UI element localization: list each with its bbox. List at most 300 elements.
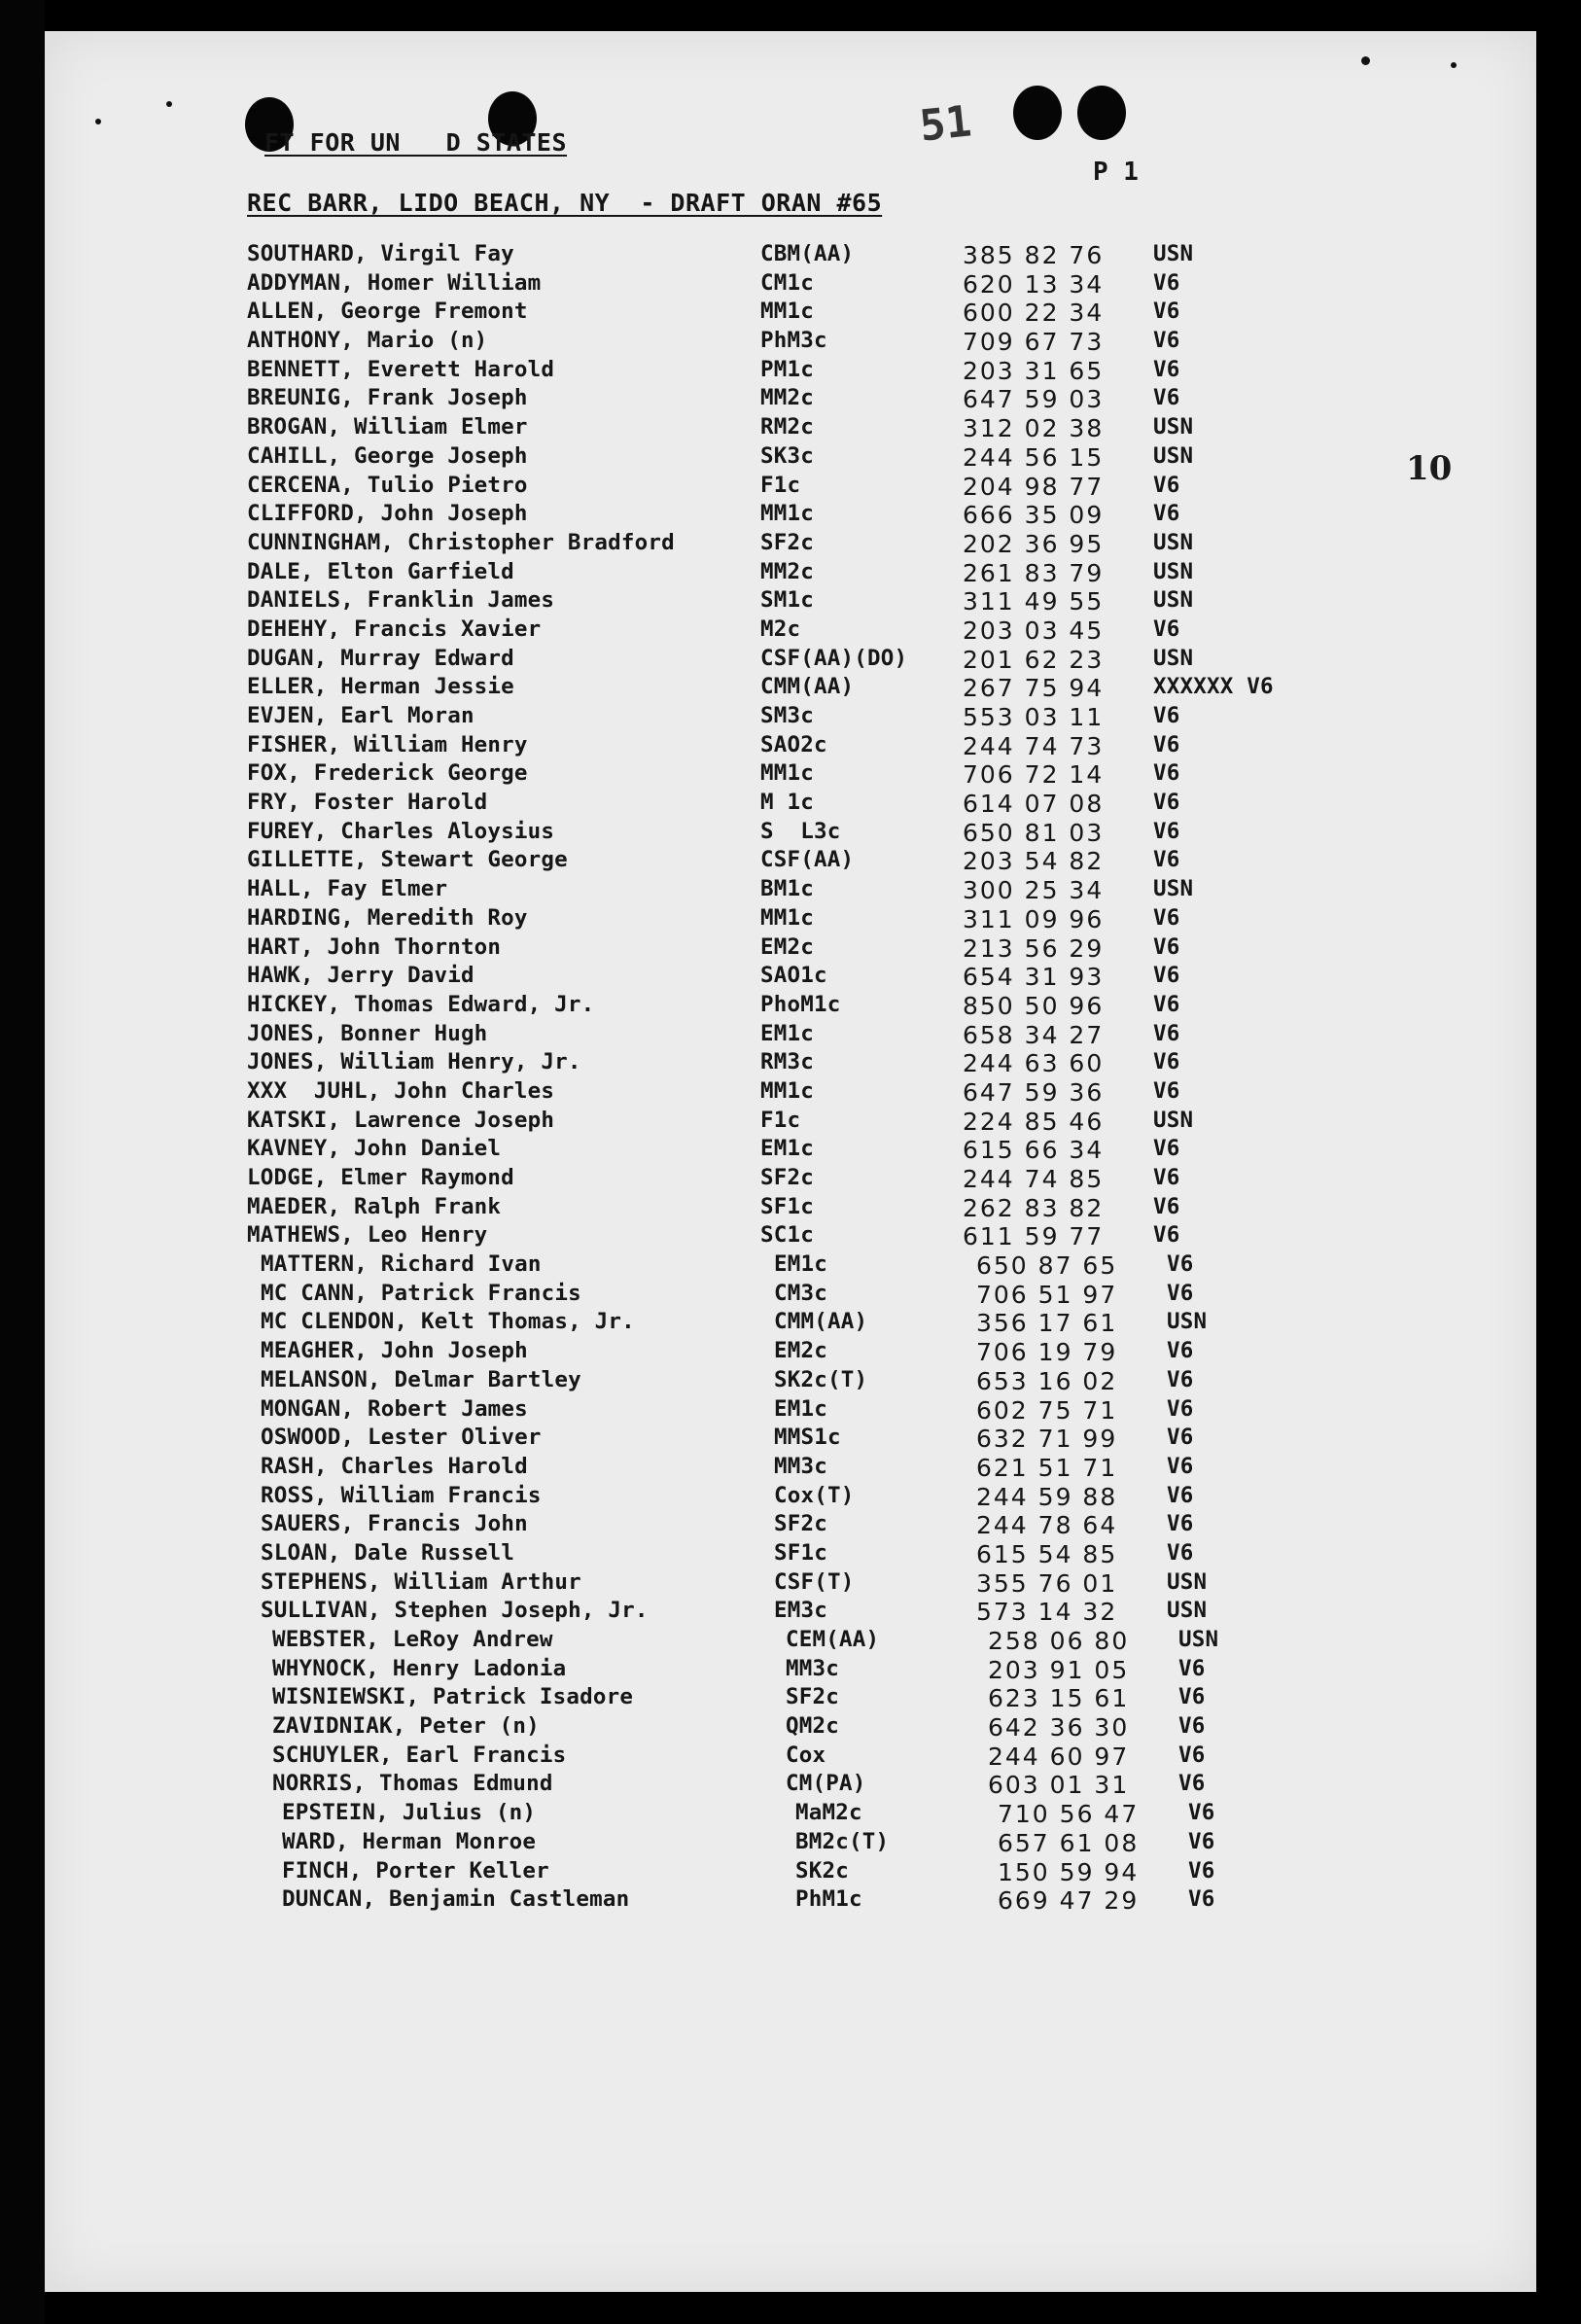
roster-name: CAHILL, George Joseph	[247, 442, 528, 469]
table-row	[247, 328, 1317, 357]
roster-service-number: 611 59 77	[963, 1222, 1105, 1251]
table-row	[247, 270, 1317, 299]
table-row	[247, 241, 1317, 270]
roster-class: V6	[1188, 1828, 1215, 1854]
roster-name: FINCH, Porter Keller	[282, 1857, 549, 1884]
roster-service-number: 615 66 34	[963, 1136, 1105, 1165]
table-row	[261, 1338, 1317, 1367]
roster-rate: RM2c	[760, 414, 814, 440]
table-row	[247, 559, 1317, 588]
table-row	[247, 876, 1317, 905]
table-row	[247, 530, 1317, 559]
roster-service-number: 623 15 61	[988, 1684, 1130, 1713]
roster-class: USN	[1153, 414, 1194, 440]
roster-rate: CSF(T)	[774, 1568, 855, 1595]
roster-rate: MM1c	[760, 299, 814, 325]
roster-class: V6	[1153, 933, 1180, 960]
roster-service-number: 632 71 99	[976, 1425, 1118, 1454]
roster-rate: CSF(AA)(DO)	[760, 645, 908, 671]
roster-service-number: 262 83 82	[963, 1193, 1105, 1222]
roster-name: HARDING, Meredith Roy	[247, 904, 528, 931]
roster-name: EVJEN, Earl Moran	[247, 703, 474, 728]
table-row	[247, 501, 1317, 530]
roster-service-number: 203 91 05	[988, 1655, 1130, 1684]
roster-rate: EM2c	[760, 933, 814, 960]
roster-class: V6	[1167, 1453, 1194, 1479]
roster-service-number: 600 22 34	[963, 299, 1105, 328]
roster-rate: MaM2c	[795, 1800, 862, 1826]
roster-service-number: 573 14 32	[976, 1598, 1118, 1627]
table-row	[282, 1858, 1317, 1887]
roster-name: SCHUYLER, Earl Francis	[272, 1742, 567, 1768]
roster-name: CUNNINGHAM, Christopher Bradford	[247, 529, 675, 555]
table-row	[247, 357, 1317, 386]
roster-class: USN	[1153, 529, 1194, 555]
roster-name: WARD, Herman Monroe	[282, 1828, 537, 1854]
roster-name: MC CANN, Patrick Francis	[261, 1280, 581, 1306]
roster-class: V6	[1153, 1077, 1180, 1104]
roster-service-number: 658 34 27	[963, 1020, 1105, 1049]
roster-name: WISNIEWSKI, Patrick Isadore	[272, 1684, 634, 1710]
roster-name: MAEDER, Ralph Frank	[247, 1193, 502, 1219]
roster-rate: SM1c	[760, 587, 814, 614]
roster-rate: CEM(AA)	[786, 1627, 880, 1652]
table-row	[261, 1511, 1317, 1540]
roster-rate: CBM(AA)	[760, 241, 855, 266]
roster-rate: MM3c	[774, 1453, 827, 1479]
table-row	[247, 299, 1317, 328]
roster-service-number: 706 51 97	[976, 1280, 1118, 1309]
roster-name: HAWK, Jerry David	[247, 963, 474, 989]
roster-service-number: 647 59 36	[963, 1077, 1105, 1107]
table-row	[261, 1454, 1317, 1483]
roster-class: V6	[1167, 1511, 1194, 1537]
roster-name: LODGE, Elmer Raymond	[247, 1165, 514, 1190]
roster-service-number: 244 74 85	[963, 1165, 1105, 1193]
roster-rate: CMM(AA)	[760, 674, 855, 700]
table-row	[261, 1598, 1317, 1627]
roster-rate: CM1c	[760, 269, 814, 296]
roster-name: XXX JUHL, John Charles	[247, 1077, 555, 1104]
roster-name: HALL, Fay Elmer	[247, 876, 448, 902]
punch-hole-center-right	[1013, 86, 1062, 140]
roster-rate: MM1c	[760, 1077, 814, 1104]
table-row	[282, 1829, 1317, 1858]
table-row	[247, 443, 1317, 473]
speck-mark	[1451, 62, 1457, 68]
roster-service-number: 244 56 15	[963, 442, 1105, 472]
roster-service-number: 647 59 03	[963, 385, 1105, 414]
roster-class: V6	[1153, 1193, 1180, 1219]
roster-name: FISHER, William Henry	[247, 731, 528, 757]
table-row	[247, 790, 1317, 819]
roster-rate: SM3c	[760, 703, 814, 728]
roster-class: V6	[1167, 1338, 1194, 1364]
roster-name: DALE, Elton Garfield	[247, 558, 514, 584]
roster-name: MC CLENDON, Kelt Thomas, Jr.	[261, 1309, 635, 1335]
roster-service-number: 657 61 08	[998, 1828, 1140, 1857]
roster-class: V6	[1153, 501, 1180, 527]
roster-rate: PhoM1c	[760, 991, 841, 1017]
roster-class: V6	[1153, 1136, 1180, 1162]
roster-rate: EM1c	[760, 1136, 814, 1162]
roster-class: V6	[1153, 328, 1180, 354]
table-row	[247, 847, 1317, 876]
roster-rate: SF2c	[774, 1511, 827, 1537]
roster-name: MONGAN, Robert James	[261, 1395, 528, 1422]
roster-service-number: 603 01 31	[988, 1771, 1130, 1800]
roster-class: V6	[1153, 299, 1180, 325]
roster-name: EPSTEIN, Julius (n)	[282, 1800, 537, 1826]
roster-service-number: 213 56 29	[963, 933, 1105, 963]
roster-rate: SK3c	[760, 442, 814, 469]
roster-rate: BM2c(T)	[795, 1828, 890, 1854]
roster-name: FRY, Foster Harold	[247, 790, 488, 816]
roster-rate: CSF(AA)	[760, 847, 855, 873]
roster-service-number: 621 51 71	[976, 1453, 1118, 1482]
table-row	[247, 1108, 1317, 1137]
roster-class: V6	[1188, 1857, 1215, 1884]
roster-service-number: 642 36 30	[988, 1713, 1130, 1743]
speck-mark	[166, 101, 172, 107]
roster-name: NORRIS, Thomas Edmund	[272, 1771, 553, 1797]
roster-service-number: 201 62 23	[963, 645, 1105, 674]
roster-service-number: 203 03 45	[963, 616, 1105, 645]
roster-class: V6	[1153, 904, 1180, 931]
roster-name: SOUTHARD, Virgil Fay	[247, 241, 514, 266]
roster-rate: BM1c	[760, 876, 814, 902]
table-row	[261, 1425, 1317, 1454]
roster-class: V6	[1188, 1800, 1215, 1826]
roster-class: V6	[1167, 1482, 1194, 1508]
roster-service-number: 615 54 85	[976, 1539, 1118, 1568]
roster-rate: M2c	[760, 616, 801, 642]
roster-class: V6	[1167, 1280, 1194, 1306]
page-number: P 1	[1093, 158, 1139, 187]
table-row	[247, 992, 1317, 1021]
roster-service-number: 653 16 02	[976, 1366, 1118, 1395]
scan-left-edge	[0, 0, 45, 2324]
roster-table	[247, 241, 1317, 1916]
roster-class: USN	[1178, 1627, 1219, 1652]
roster-name: CERCENA, Tulio Pietro	[247, 472, 528, 498]
table-row	[272, 1656, 1317, 1685]
table-row	[272, 1771, 1317, 1800]
roster-rate: SF2c	[786, 1684, 839, 1710]
roster-rate: MM2c	[760, 558, 814, 584]
roster-service-number: 614 07 08	[963, 790, 1105, 819]
roster-name: GILLETTE, Stewart George	[247, 847, 568, 873]
roster-class: V6	[1153, 385, 1180, 411]
roster-name: DEHEHY, Francis Xavier	[247, 616, 542, 642]
roster-rate: SK2c	[795, 1857, 849, 1884]
roster-rate: MM1c	[760, 760, 814, 787]
table-row	[261, 1540, 1317, 1569]
roster-name: BROGAN, William Elmer	[247, 414, 528, 440]
roster-service-number: 654 31 93	[963, 963, 1105, 992]
roster-service-number: 356 17 61	[976, 1309, 1118, 1338]
roster-service-number: 650 81 03	[963, 818, 1105, 847]
roster-rate: EM2c	[774, 1338, 827, 1364]
roster-service-number: 311 49 55	[963, 587, 1105, 616]
roster-name: MATHEWS, Leo Henry	[247, 1222, 488, 1249]
roster-name: FOX, Frederick George	[247, 760, 528, 787]
roster-service-number: 850 50 96	[963, 991, 1105, 1020]
roster-service-number: 203 54 82	[963, 847, 1105, 876]
roster-name: BREUNIG, Frank Joseph	[247, 385, 528, 411]
table-row	[247, 732, 1317, 761]
roster-name: JONES, William Henry, Jr.	[247, 1049, 581, 1075]
table-row	[272, 1743, 1317, 1772]
roster-rate: MM1c	[760, 904, 814, 931]
roster-rate: Cox(T)	[774, 1482, 855, 1508]
table-row	[272, 1684, 1317, 1713]
roster-name: HICKEY, Thomas Edward, Jr.	[247, 991, 595, 1017]
roster-name: ROSS, William Francis	[261, 1482, 542, 1508]
table-row	[247, 760, 1317, 790]
roster-rate: SAO1c	[760, 963, 827, 989]
roster-class: V6	[1167, 1251, 1194, 1278]
roster-name: MELANSON, Delmar Bartley	[261, 1366, 581, 1392]
roster-class: V6	[1167, 1539, 1194, 1566]
roster-name: DUGAN, Murray Edward	[247, 645, 514, 671]
table-row	[261, 1309, 1317, 1338]
table-row	[247, 587, 1317, 616]
roster-rate: CM3c	[774, 1280, 827, 1306]
table-row	[247, 674, 1317, 703]
roster-class: V6	[1153, 1165, 1180, 1190]
roster-service-number: 244 60 97	[988, 1742, 1130, 1771]
roster-class: V6	[1178, 1684, 1206, 1710]
table-row	[247, 905, 1317, 934]
table-row	[261, 1569, 1317, 1599]
roster-class: USN	[1153, 876, 1194, 902]
roster-class: V6	[1178, 1742, 1206, 1768]
roster-service-number: 650 87 65	[976, 1251, 1118, 1281]
document-title: FT FOR UN D STATES	[264, 128, 568, 157]
roster-service-number: 710 56 47	[998, 1800, 1140, 1829]
roster-service-number: 267 75 94	[963, 674, 1105, 703]
roster-class: V6	[1188, 1886, 1215, 1913]
roster-rate: SAO2c	[760, 731, 827, 757]
table-row	[247, 1165, 1317, 1194]
roster-service-number: 553 03 11	[963, 703, 1105, 731]
stamp-mark: 51	[917, 96, 974, 152]
roster-rate: CM(PA)	[786, 1771, 866, 1797]
roster-class: V6	[1153, 790, 1180, 816]
table-row	[282, 1800, 1317, 1829]
roster-service-number: 620 13 34	[963, 269, 1105, 299]
roster-name: SAUERS, Francis John	[261, 1511, 528, 1537]
roster-rate: F1c	[760, 472, 801, 498]
roster-service-number: 706 19 79	[976, 1338, 1118, 1367]
roster-rate: PhM3c	[760, 328, 827, 354]
roster-service-number: 706 72 14	[963, 760, 1105, 790]
roster-rate: SF1c	[774, 1539, 827, 1566]
roster-rate: EM1c	[760, 1020, 814, 1046]
roster-service-number: 150 59 94	[998, 1857, 1140, 1886]
roster-name: ANTHONY, Mario (n)	[247, 328, 488, 354]
roster-rate: PhM1c	[795, 1886, 862, 1913]
roster-class: USN	[1153, 1107, 1194, 1133]
roster-rate: SF2c	[760, 529, 814, 555]
roster-name: FUREY, Charles Aloysius	[247, 818, 555, 844]
table-row	[247, 414, 1317, 443]
roster-rate: F1c	[760, 1107, 801, 1133]
roster-class: USN	[1153, 587, 1194, 614]
roster-name: KAVNEY, John Daniel	[247, 1136, 502, 1162]
roster-rate: MM1c	[760, 501, 814, 527]
roster-rate: SK2c(T)	[774, 1366, 868, 1392]
roster-class: XXXXXX V6	[1153, 674, 1274, 700]
roster-service-number: 312 02 38	[963, 414, 1105, 443]
roster-class: V6	[1153, 991, 1180, 1017]
table-row	[272, 1627, 1317, 1656]
roster-service-number: 244 74 73	[963, 731, 1105, 760]
roster-service-number: 709 67 73	[963, 328, 1105, 357]
roster-class: USN	[1153, 442, 1194, 469]
roster-service-number: 666 35 09	[963, 501, 1105, 530]
roster-class: V6	[1153, 963, 1180, 989]
roster-service-number: 204 98 77	[963, 472, 1105, 501]
roster-name: DUNCAN, Benjamin Castleman	[282, 1886, 630, 1913]
table-row	[247, 473, 1317, 502]
roster-rate: EM1c	[774, 1395, 827, 1422]
table-row	[247, 819, 1317, 848]
roster-name: WHYNOCK, Henry Ladonia	[272, 1655, 567, 1681]
table-row	[247, 934, 1317, 964]
roster-service-number: 203 31 65	[963, 356, 1105, 385]
roster-class: V6	[1153, 1222, 1180, 1249]
roster-class: V6	[1153, 703, 1180, 728]
roster-class: V6	[1153, 818, 1180, 844]
roster-class: USN	[1153, 645, 1194, 671]
roster-class: V6	[1153, 269, 1180, 296]
punch-hole-right	[1077, 86, 1126, 140]
roster-name: KATSKI, Lawrence Joseph	[247, 1107, 555, 1133]
roster-rate: EM3c	[774, 1598, 827, 1624]
table-row	[261, 1396, 1317, 1426]
roster-class: USN	[1153, 558, 1194, 584]
roster-class: V6	[1153, 847, 1180, 873]
roster-rate: SC1c	[760, 1222, 814, 1249]
roster-rate: MMS1c	[774, 1425, 841, 1451]
roster-service-number: 224 85 46	[963, 1107, 1105, 1136]
roster-class: V6	[1153, 616, 1180, 642]
roster-name: STEPHENS, William Arthur	[261, 1568, 581, 1595]
table-row	[247, 616, 1317, 646]
roster-rate: QM2c	[786, 1713, 839, 1740]
roster-rate: Cox	[786, 1742, 826, 1768]
roster-rate: MM2c	[760, 385, 814, 411]
roster-rate: RM3c	[760, 1049, 814, 1075]
roster-service-number: 311 09 96	[963, 904, 1105, 933]
roster-class: V6	[1178, 1771, 1206, 1797]
roster-class: V6	[1153, 1020, 1180, 1046]
roster-service-number: 244 63 60	[963, 1049, 1105, 1078]
roster-class: V6	[1167, 1395, 1194, 1422]
roster-name: JONES, Bonner Hugh	[247, 1020, 488, 1046]
roster-class: V6	[1153, 356, 1180, 382]
speck-mark	[1361, 56, 1370, 65]
table-row	[261, 1367, 1317, 1396]
roster-service-number: 602 75 71	[976, 1395, 1118, 1425]
roster-service-number: 355 76 01	[976, 1568, 1118, 1598]
roster-name: SULLIVAN, Stephen Joseph, Jr.	[261, 1598, 649, 1624]
roster-rate: EM1c	[774, 1251, 827, 1278]
roster-class: V6	[1178, 1713, 1206, 1740]
table-row	[247, 703, 1317, 732]
roster-class: V6	[1153, 472, 1180, 498]
roster-name: ALLEN, George Fremont	[247, 299, 528, 325]
table-row	[282, 1886, 1317, 1916]
table-row	[247, 385, 1317, 414]
roster-class: USN	[1167, 1598, 1208, 1624]
table-row	[247, 1222, 1317, 1251]
roster-name: ELLER, Herman Jessie	[247, 674, 514, 700]
roster-class: V6	[1167, 1425, 1194, 1451]
table-row	[247, 1194, 1317, 1223]
roster-name: SLOAN, Dale Russell	[261, 1539, 515, 1566]
roster-service-number: 385 82 76	[963, 241, 1105, 269]
roster-name: RASH, Charles Harold	[261, 1453, 528, 1479]
table-row	[247, 1021, 1317, 1050]
table-row	[261, 1251, 1317, 1281]
roster-name: MEAGHER, John Joseph	[261, 1338, 528, 1364]
roster-service-number: 244 59 88	[976, 1482, 1118, 1511]
roster-name: DANIELS, Franklin James	[247, 587, 555, 614]
speck-mark	[95, 119, 101, 124]
table-row	[247, 1136, 1317, 1165]
table-row	[247, 1078, 1317, 1108]
roster-class: V6	[1167, 1366, 1194, 1392]
roster-service-number: 202 36 95	[963, 529, 1105, 558]
roster-name: HART, John Thornton	[247, 933, 502, 960]
roster-rate: CMM(AA)	[774, 1309, 868, 1335]
roster-class: V6	[1153, 760, 1180, 787]
roster-rate: SF2c	[760, 1165, 814, 1190]
roster-name: ADDYMAN, Homer William	[247, 269, 542, 296]
roster-class: V6	[1153, 731, 1180, 757]
roster-service-number: 244 78 64	[976, 1511, 1118, 1540]
roster-rate: PM1c	[760, 356, 814, 382]
roster-name: OSWOOD, Lester Oliver	[261, 1425, 542, 1451]
roster-class: V6	[1178, 1655, 1206, 1681]
roster-service-number: 261 83 79	[963, 558, 1105, 587]
roster-rate: MM3c	[786, 1655, 839, 1681]
roster-name: WEBSTER, LeRoy Andrew	[272, 1627, 553, 1652]
roster-name: BENNETT, Everett Harold	[247, 356, 555, 382]
table-row	[247, 963, 1317, 992]
document-subtitle: REC BARR, LIDO BEACH, NY - DRAFT ORAN #65	[247, 189, 883, 217]
roster-name: MATTERN, Richard Ivan	[261, 1251, 542, 1278]
roster-class: USN	[1167, 1568, 1208, 1595]
roster-service-number: 669 47 29	[998, 1886, 1140, 1916]
table-row	[272, 1713, 1317, 1743]
roster-name: CLIFFORD, John Joseph	[247, 501, 528, 527]
roster-rate: SF1c	[760, 1193, 814, 1219]
table-row	[247, 646, 1317, 675]
roster-class: USN	[1153, 241, 1194, 266]
roster-class: V6	[1153, 1049, 1180, 1075]
roster-service-number: 300 25 34	[963, 876, 1105, 905]
table-row	[247, 1049, 1317, 1078]
roster-class: USN	[1167, 1309, 1208, 1335]
roster-service-number: 258 06 80	[988, 1627, 1130, 1655]
margin-number: 10	[1406, 449, 1453, 488]
table-row	[261, 1483, 1317, 1512]
roster-name: ZAVIDNIAK, Peter (n)	[272, 1713, 540, 1740]
